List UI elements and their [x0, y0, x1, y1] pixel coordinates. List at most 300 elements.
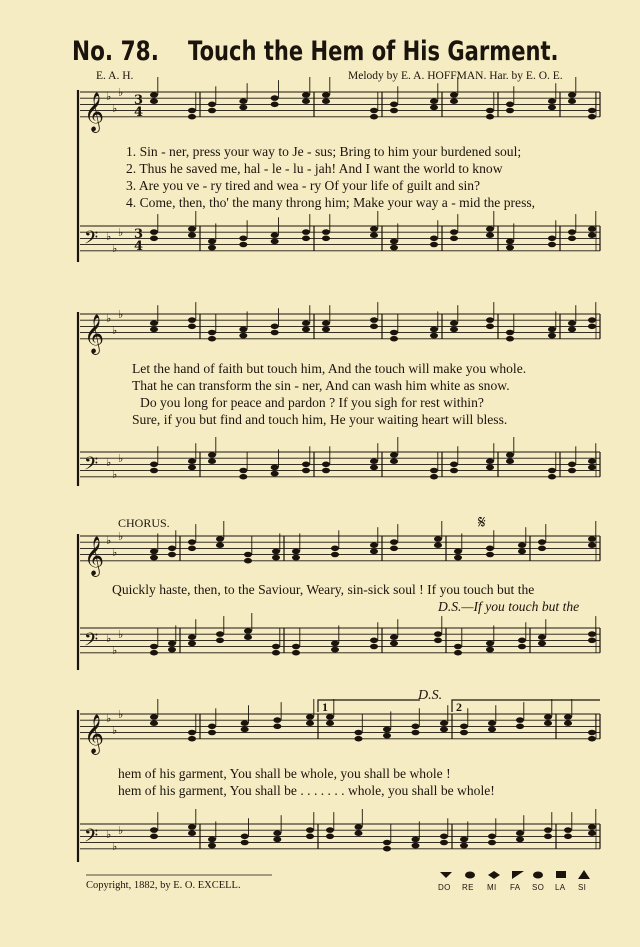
- hymn-number: No. 78.: [72, 36, 159, 67]
- note-head: [506, 458, 514, 464]
- verse-1-line-2: Let the hand of faith but touch him, And the touch will make you whole.: [132, 361, 527, 376]
- note-head: [440, 727, 448, 733]
- note-head: [292, 555, 300, 561]
- note-head: [548, 236, 556, 242]
- note-head: [188, 317, 196, 323]
- note-head: [588, 536, 596, 542]
- flat-sign: ♭: [106, 712, 112, 725]
- note-head: [506, 452, 514, 458]
- note-head: [355, 730, 363, 736]
- time-signature-bottom: 4: [134, 239, 144, 254]
- note-head: [150, 327, 158, 333]
- flat-sign: ♭: [112, 468, 118, 481]
- note-head: [506, 239, 514, 245]
- note-head: [430, 333, 438, 339]
- note-head: [486, 226, 494, 232]
- note-head: [516, 837, 524, 843]
- note-head: [390, 102, 398, 108]
- note-head: [486, 232, 494, 238]
- note-head: [450, 236, 458, 242]
- note-head: [244, 552, 252, 558]
- solfege-la: LA: [555, 883, 566, 892]
- note-head: [241, 840, 249, 846]
- note-head: [454, 644, 462, 650]
- note-head: [383, 846, 391, 852]
- treble-clef: 𝄞: [84, 91, 105, 132]
- note-head: [454, 555, 462, 561]
- note-head: [588, 638, 596, 644]
- note-head: [568, 229, 576, 235]
- note-head: [434, 542, 442, 548]
- note-head: [434, 638, 442, 644]
- note-head: [430, 474, 438, 480]
- copyright-notice: Copyright, 1882, by E. O. EXCELL.: [86, 880, 241, 891]
- note-head: [390, 546, 398, 552]
- note-head: [564, 720, 572, 726]
- note-head: [208, 452, 216, 458]
- flat-sign: ♭: [106, 312, 112, 325]
- flat-sign: ♭: [118, 708, 124, 721]
- solfege-so: SO: [532, 883, 545, 892]
- note-head: [208, 330, 216, 336]
- verse-4-line-2: Sure, if you but find and touch him, He your waiting heart will bless.: [132, 412, 508, 427]
- note-head: [331, 641, 339, 647]
- note-head: [390, 330, 398, 336]
- note-head: [450, 229, 458, 235]
- note-head: [271, 232, 279, 238]
- note-head: [239, 333, 247, 339]
- note-head: [292, 650, 300, 656]
- note-head: [460, 724, 468, 730]
- flat-sign: ♭: [118, 824, 124, 837]
- note-head: [564, 714, 572, 720]
- note-head: [568, 462, 576, 468]
- flat-sign: ♭: [118, 308, 124, 321]
- chorus-ds-line: D.S.—If you touch but the: [438, 599, 580, 614]
- note-head: [486, 458, 494, 464]
- note-head: [168, 546, 176, 552]
- flat-sign: ♭: [112, 724, 118, 737]
- note-head: [390, 539, 398, 545]
- note-head: [150, 827, 158, 833]
- note-head: [188, 465, 196, 471]
- flat-sign: ♭: [112, 242, 118, 255]
- note-head: [516, 830, 524, 836]
- note-head: [322, 320, 330, 326]
- note-head: [326, 827, 334, 833]
- note-head: [302, 98, 310, 104]
- note-head: [239, 474, 247, 480]
- note-head: [486, 465, 494, 471]
- note-head: [241, 727, 249, 733]
- note-head: [568, 320, 576, 326]
- note-head: [216, 631, 224, 637]
- note-head: [588, 830, 596, 836]
- flat-sign: ♭: [112, 324, 118, 337]
- note-head: [538, 539, 546, 545]
- treble-clef: 𝄞: [84, 313, 105, 354]
- note-head: [564, 827, 572, 833]
- verse-3-line-2: Do you long for peace and pardon ? If you sigh for rest within?: [140, 395, 484, 410]
- note-head: [306, 827, 314, 833]
- note-head: [383, 840, 391, 846]
- note-head: [150, 98, 158, 104]
- note-head: [450, 92, 458, 98]
- note-head: [518, 638, 526, 644]
- note-head: [518, 549, 526, 555]
- note-head: [430, 236, 438, 242]
- note-head: [370, 465, 378, 471]
- note-head: [168, 647, 176, 653]
- note-head: [239, 98, 247, 104]
- note-head: [548, 98, 556, 104]
- note-head: [292, 644, 300, 650]
- note-head: [370, 114, 378, 120]
- note-head: [271, 324, 279, 330]
- note-head: [208, 108, 216, 114]
- note-head: [486, 108, 494, 114]
- note-head: [188, 232, 196, 238]
- note-head: [440, 840, 448, 846]
- note-head: [150, 236, 158, 242]
- note-head: [306, 720, 314, 726]
- note-head: [150, 650, 158, 656]
- note-head: [302, 92, 310, 98]
- note-head: [272, 644, 280, 650]
- note-head: [188, 641, 196, 647]
- note-head: [518, 542, 526, 548]
- note-head: [568, 92, 576, 98]
- note-head: [454, 650, 462, 656]
- solfege-do: DO: [438, 883, 451, 892]
- note-head: [460, 730, 468, 736]
- note-head: [390, 108, 398, 114]
- note-head: [188, 114, 196, 120]
- note-head: [486, 546, 494, 552]
- note-head: [412, 843, 420, 849]
- note-head: [390, 336, 398, 342]
- note-head: [239, 236, 247, 242]
- note-head: [322, 236, 330, 242]
- note-head: [568, 98, 576, 104]
- note-head: [450, 320, 458, 326]
- note-head: [450, 468, 458, 474]
- note-head: [548, 468, 556, 474]
- note-head: [412, 837, 420, 843]
- note-head: [390, 634, 398, 640]
- note-head: [506, 330, 514, 336]
- note-head: [208, 336, 216, 342]
- note-head: [460, 837, 468, 843]
- note-head: [506, 245, 514, 251]
- note-head: [390, 452, 398, 458]
- note-head: [450, 462, 458, 468]
- verse-2-line-2: That he can transform the sin - ner, And can wash him white as snow.: [132, 378, 510, 393]
- note-head: [588, 542, 596, 548]
- note-head: [188, 546, 196, 552]
- note-head: [292, 549, 300, 555]
- note-head: [434, 536, 442, 542]
- note-head: [486, 641, 494, 647]
- note-head: [548, 105, 556, 111]
- solfege-si: SI: [578, 883, 587, 892]
- time-signature-top: 3: [134, 227, 144, 242]
- note-head: [370, 226, 378, 232]
- note-head: [370, 317, 378, 323]
- note-head: [188, 226, 196, 232]
- note-head: [322, 468, 330, 474]
- solfege-mi: MI: [487, 883, 497, 892]
- note-head: [188, 324, 196, 330]
- flat-sign: ♭: [112, 840, 118, 853]
- solfege-shapes: [440, 870, 590, 879]
- note-head: [208, 837, 216, 843]
- note-head: [538, 634, 546, 640]
- note-head: [488, 840, 496, 846]
- note-head: [271, 95, 279, 101]
- note-head: [244, 558, 252, 564]
- note-head: [355, 830, 363, 836]
- flat-sign: ♭: [118, 452, 124, 465]
- note-head: [271, 102, 279, 108]
- note-head: [588, 114, 596, 120]
- note-head: [486, 324, 494, 330]
- note-head: [326, 714, 334, 720]
- flat-sign: ♭: [106, 456, 112, 469]
- note-head: [322, 462, 330, 468]
- note-head: [150, 644, 158, 650]
- note-head: [412, 730, 420, 736]
- note-head: [168, 552, 176, 558]
- note-head: [150, 720, 158, 726]
- note-head: [518, 644, 526, 650]
- chorus-line-4: hem of his garment, You shall be . . . . . . . whole, you shall be whole!: [118, 783, 495, 798]
- note-head: [273, 837, 281, 843]
- note-head: [390, 239, 398, 245]
- hymn-title: Touch the Hem of His Garment.: [188, 36, 559, 67]
- chorus-line-3: hem of his garment, You shall be whole, you shall be whole !: [118, 766, 451, 781]
- note-head: [430, 105, 438, 111]
- verse-1-line-1: 1. Sin - ner, press your way to Je - sus; Bring to him your burdened soul;: [126, 144, 522, 159]
- note-head: [239, 105, 247, 111]
- note-head: [331, 552, 339, 558]
- note-head: [486, 114, 494, 120]
- solfege-fa: FA: [510, 883, 521, 892]
- note-head: [244, 628, 252, 634]
- note-head: [239, 242, 247, 248]
- note-head: [544, 720, 552, 726]
- note-head: [370, 324, 378, 330]
- note-head: [370, 644, 378, 650]
- note-head: [331, 546, 339, 552]
- note-head: [548, 327, 556, 333]
- note-head: [302, 320, 310, 326]
- note-head: [150, 229, 158, 235]
- note-head: [430, 468, 438, 474]
- note-head: [440, 720, 448, 726]
- note-head: [271, 239, 279, 245]
- flat-sign: ♭: [112, 644, 118, 657]
- note-head: [370, 458, 378, 464]
- note-head: [370, 232, 378, 238]
- note-head: [548, 242, 556, 248]
- note-head: [370, 542, 378, 548]
- flat-sign: ♭: [118, 530, 124, 543]
- note-head: [588, 730, 596, 736]
- note-head: [188, 736, 196, 742]
- bass-clef: 𝄢: [84, 453, 99, 479]
- note-head: [588, 226, 596, 232]
- note-head: [370, 108, 378, 114]
- note-head: [564, 834, 572, 840]
- note-head: [216, 536, 224, 542]
- flat-sign: ♭: [112, 546, 118, 559]
- note-head: [331, 647, 339, 653]
- note-head: [516, 724, 524, 730]
- note-head: [188, 730, 196, 736]
- note-head: [188, 458, 196, 464]
- note-head: [322, 98, 330, 104]
- note-head: [370, 638, 378, 644]
- note-head: [486, 647, 494, 653]
- note-head: [239, 468, 247, 474]
- note-head: [516, 717, 524, 723]
- flat-sign: ♭: [118, 628, 124, 641]
- note-head: [588, 317, 596, 323]
- note-head: [544, 834, 552, 840]
- note-head: [588, 465, 596, 471]
- note-head: [538, 641, 546, 647]
- note-head: [390, 245, 398, 251]
- chorus-line-1: Quickly haste, then, to the Saviour, Weary, sin-sick soul ! If you touch but the: [112, 582, 535, 597]
- note-head: [506, 336, 514, 342]
- verse-2-line-1: 2. Thus he saved me, hal - le - lu - jah! And I want the world to know: [126, 161, 503, 176]
- ending-2-label: 2: [456, 700, 462, 714]
- note-head: [390, 641, 398, 647]
- note-head: [168, 641, 176, 647]
- note-head: [150, 549, 158, 555]
- flat-sign: ♭: [106, 534, 112, 547]
- note-head: [150, 468, 158, 474]
- ds-marker: D.S.: [418, 688, 443, 703]
- note-head: [208, 102, 216, 108]
- note-head: [272, 549, 280, 555]
- verse-3-line-1: 3. Are you ve - ry tired and wea - ry Of your life of guilt and sin?: [126, 178, 481, 193]
- note-head: [272, 650, 280, 656]
- note-head: [241, 720, 249, 726]
- note-head: [188, 108, 196, 114]
- note-head: [355, 824, 363, 830]
- note-head: [390, 458, 398, 464]
- note-head: [273, 830, 281, 836]
- note-head: [370, 549, 378, 555]
- note-head: [588, 736, 596, 742]
- flat-sign: ♭: [106, 632, 112, 645]
- note-head: [486, 317, 494, 323]
- note-head: [588, 324, 596, 330]
- note-head: [488, 834, 496, 840]
- note-head: [430, 242, 438, 248]
- note-head: [538, 546, 546, 552]
- note-head: [216, 638, 224, 644]
- note-head: [188, 830, 196, 836]
- note-head: [430, 98, 438, 104]
- note-head: [568, 236, 576, 242]
- note-head: [450, 98, 458, 104]
- note-head: [568, 327, 576, 333]
- note-head: [208, 245, 216, 251]
- note-head: [216, 542, 224, 548]
- bass-clef: 𝄢: [84, 227, 99, 253]
- treble-clef: 𝄞: [84, 713, 105, 754]
- note-head: [548, 333, 556, 339]
- note-head: [273, 724, 281, 730]
- note-head: [302, 462, 310, 468]
- note-head: [302, 327, 310, 333]
- music-credits: Melody by E. A. HOFFMAN. Har. by E. O. E.: [348, 70, 563, 82]
- treble-clef: 𝄞: [84, 535, 105, 576]
- note-head: [244, 634, 252, 640]
- note-head: [548, 474, 556, 480]
- note-head: [208, 458, 216, 464]
- note-head: [355, 736, 363, 742]
- flat-sign: ♭: [106, 230, 112, 243]
- note-head: [322, 327, 330, 333]
- note-head: [208, 730, 216, 736]
- note-head: [322, 92, 330, 98]
- note-head: [306, 834, 314, 840]
- note-head: [383, 727, 391, 733]
- note-head: [272, 555, 280, 561]
- note-head: [588, 458, 596, 464]
- note-head: [302, 229, 310, 235]
- note-head: [488, 727, 496, 733]
- note-head: [430, 327, 438, 333]
- chorus-label: CHORUS.: [118, 516, 170, 530]
- note-head: [434, 631, 442, 637]
- note-head: [239, 327, 247, 333]
- note-head: [486, 552, 494, 558]
- author-initials: E. A. H.: [96, 70, 134, 82]
- note-head: [326, 834, 334, 840]
- segno-sign: 𝄋: [478, 512, 486, 532]
- flat-sign: ♭: [106, 90, 112, 103]
- note-head: [544, 827, 552, 833]
- note-head: [568, 468, 576, 474]
- note-head: [544, 714, 552, 720]
- note-head: [188, 634, 196, 640]
- verse-4-line-1: 4. Come, then, tho' the many throng him; Make your way a - mid the press,: [126, 195, 536, 210]
- solfege-re: RE: [462, 883, 474, 892]
- note-head: [454, 549, 462, 555]
- note-head: [506, 102, 514, 108]
- note-head: [383, 733, 391, 739]
- note-head: [506, 108, 514, 114]
- note-head: [271, 330, 279, 336]
- note-head: [208, 724, 216, 730]
- note-head: [322, 229, 330, 235]
- note-head: [326, 720, 334, 726]
- note-head: [208, 843, 216, 849]
- flat-sign: ♭: [118, 226, 124, 239]
- note-head: [150, 714, 158, 720]
- note-head: [150, 320, 158, 326]
- time-signature-top: 3: [134, 93, 144, 108]
- note-head: [188, 539, 196, 545]
- note-head: [302, 468, 310, 474]
- note-head: [271, 471, 279, 477]
- note-head: [450, 327, 458, 333]
